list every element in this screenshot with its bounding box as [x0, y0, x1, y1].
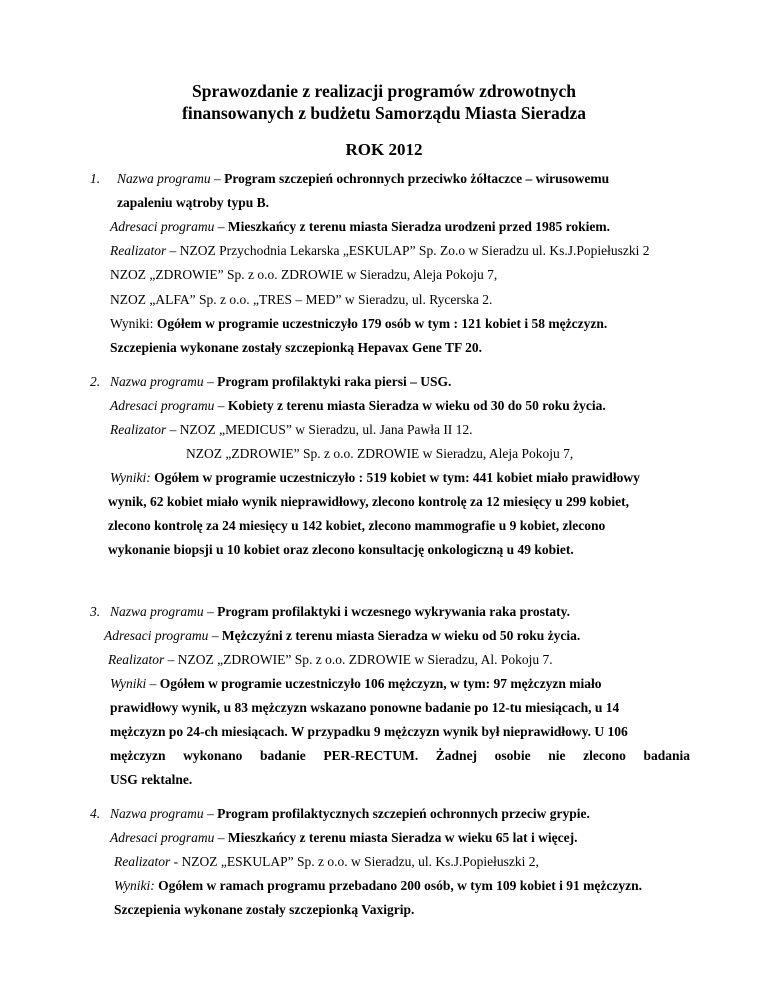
- realizer-label: Realizator –: [110, 243, 180, 258]
- results-label: Wyniki:: [114, 878, 159, 893]
- results-line: Ogółem w programie uczestniczyło : 519 kobiet w tym: 441 kobiet miało prawidłowy: [154, 470, 640, 485]
- results-label: Wyniki:: [110, 470, 155, 485]
- realizer-line: NZOZ „ALFA” Sp. z o.o. „TRES – MED” w Sieradzu, ul. Rycerska 2.: [110, 292, 493, 307]
- realizer-label: Realizator –: [110, 422, 180, 437]
- program-name-label: Nazwa programu –: [110, 604, 218, 619]
- addressees-label: Adresaci programu –: [104, 628, 222, 643]
- realizer-label: Realizator -: [114, 854, 182, 869]
- addressees-value: Mężczyźni z terenu miasta Sieradza w wieku od 50 roku życia.: [221, 628, 581, 643]
- program-addressees: [104, 627, 580, 644]
- results-line: USG rektalne.: [110, 772, 193, 787]
- program-name-value: Program szczepień ochronnych przeciwko żółtaczce – wirusowemu: [224, 171, 610, 186]
- realizer-line: NZOZ „ZDROWIE” Sp. z o.o. ZDROWIE w Sieradzu, Al. Pokoju 7.: [177, 652, 553, 667]
- program-addressees: [110, 397, 606, 414]
- program-name-value: Program profilaktyki i wczesnego wykrywania raka prostaty.: [217, 604, 571, 619]
- program-name-label: Nazwa programu –: [110, 806, 218, 821]
- program-results: [110, 675, 602, 692]
- realizer-line: NZOZ „ZDROWIE” Sp. z o.o. ZDROWIE w Sieradzu, Aleja Pokoju 7,: [186, 446, 574, 461]
- results-line: zlecono kontrolę za 24 miesięcy u 142 kobiet, zlecono mammografie u 9 kobiet, zlecono: [108, 518, 606, 533]
- program-realizer: [110, 421, 473, 438]
- addressees-label: Adresaci programu –: [110, 219, 228, 234]
- results-line: Ogółem w programie uczestniczyło 179 osób w tym : 121 kobiet i 58 mężczyzn.: [156, 316, 608, 331]
- results-line: mężczyzn wykonano badanie PER-RECTUM. Żadnej osobie nie zlecono badania: [110, 748, 690, 763]
- addressees-value: Mieszkańcy z terenu miasta Sieradza w wieku 65 lat i więcej.: [227, 830, 578, 845]
- results-line: prawidłowy wynik, u 83 mężczyzn wskazano ponowne badanie po 12-tu miesiącach, u 14: [110, 700, 620, 715]
- document-title-line-2: finansowanych z budżetu Samorządu Miasta Sieradza: [182, 103, 586, 123]
- results-line: Ogółem w ramach programu przebadano 200 osób, w tym 109 kobiet i 91 mężczyzn.: [158, 878, 642, 893]
- realizer-label: Realizator –: [108, 652, 178, 667]
- program-realizer: [114, 853, 539, 870]
- program-name-line: [110, 805, 590, 822]
- program-results: [110, 315, 607, 332]
- program-name-line: [110, 603, 570, 620]
- program-results: [114, 877, 642, 894]
- realizer-line: NZOZ „ZDROWIE” Sp. z o.o. ZDROWIE w Sieradzu, Aleja Pokoju 7,: [110, 267, 498, 282]
- program-number: 3.: [90, 604, 101, 619]
- program-number: 2.: [90, 374, 101, 389]
- results-line: Ogółem w programie uczestniczyło 106 mężczyzn, w tym: 97 mężczyzn miało: [159, 676, 602, 691]
- program-addressees: [110, 218, 610, 235]
- results-label: Wyniki –: [110, 676, 160, 691]
- program-addressees: [110, 829, 577, 846]
- program-realizer: [108, 651, 553, 668]
- results-label: Wyniki:: [110, 316, 157, 331]
- program-number: 1.: [90, 171, 101, 186]
- addressees-label: Adresaci programu –: [110, 830, 228, 845]
- program-results: [110, 469, 640, 486]
- results-line: wykonanie biopsji u 10 kobiet oraz zlecono konsultację onkologiczną u 49 kobiet.: [108, 542, 574, 557]
- program-name-label: Nazwa programu –: [117, 171, 225, 186]
- results-line: wynik, 62 kobiet miało wynik nieprawidłowy, zlecono kontrolę za 12 miesięcy u 299 kobiet,: [108, 494, 630, 509]
- program-name-value: Program profilaktycznych szczepień ochronnych przeciw grypie.: [217, 806, 590, 821]
- realizer-line: NZOZ „ESKULAP” Sp. z o.o. w Sieradzu, ul. Ks.J.Popiełuszki 2,: [181, 854, 539, 869]
- program-name-label: Nazwa programu –: [110, 374, 218, 389]
- results-line: mężczyzn po 24-ch miesiącach. W przypadku 9 mężczyzn wynik był nieprawidłowy. U 106: [110, 724, 628, 739]
- realizer-line: NZOZ „MEDICUS” w Sieradzu, ul. Jana Pawła II 12.: [179, 422, 473, 437]
- realizer-line: NZOZ Przychodnia Lekarska „ESKULAP” Sp. Zo.o w Sieradzu ul. Ks.J.Popiełuszki 2: [179, 243, 650, 258]
- document-title-line-1: Sprawozdanie z realizacji programów zdrowotnych: [192, 81, 576, 101]
- program-name-line: [117, 170, 609, 187]
- program-realizer: [110, 242, 650, 259]
- program-number: 4.: [90, 806, 101, 821]
- year-heading: ROK 2012: [345, 140, 423, 159]
- results-line: Szczepienia wykonane zostały szczepionką Vaxigrip.: [114, 902, 415, 917]
- program-name-line: [110, 373, 451, 390]
- addressees-value: Kobiety z terenu miasta Sieradza w wieku od 30 do 50 roku życia.: [227, 398, 606, 413]
- program-name-value: Program profilaktyki raka piersi – USG.: [217, 374, 452, 389]
- program-name-continuation: zapaleniu wątroby typu B.: [117, 195, 270, 210]
- addressees-value: Mieszkańcy z terenu miasta Sieradza urodzeni przed 1985 rokiem.: [227, 219, 610, 234]
- results-line: Szczepienia wykonane zostały szczepionką Hepavax Gene TF 20.: [110, 340, 482, 355]
- addressees-label: Adresaci programu –: [110, 398, 228, 413]
